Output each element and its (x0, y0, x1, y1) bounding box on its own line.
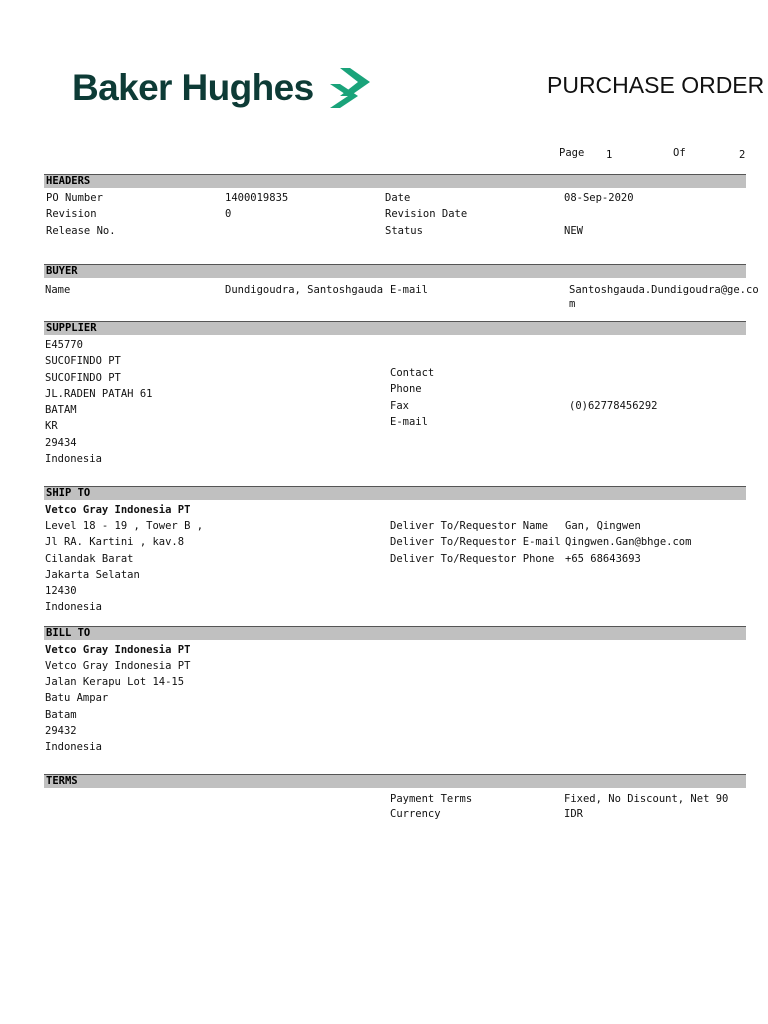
po-number-label: PO Number (46, 192, 103, 204)
section-title-supplier: SUPPLIER (46, 322, 97, 334)
buyer-name-label: Name (45, 284, 71, 296)
supplier-line: KR (45, 420, 58, 432)
ship-to-company: Vetco Gray Indonesia PT (45, 504, 191, 516)
ship-to-line: Cilandak Barat (45, 553, 134, 565)
buyer-email-value-line2: m (569, 298, 576, 310)
buyer-name-value: Dundigoudra, Santoshgauda (225, 284, 384, 296)
page-number: 1 (606, 149, 613, 161)
supplier-line: SUCOFINDO PT (45, 372, 121, 384)
date-label: Date (385, 192, 411, 204)
supplier-fax-label: Fax (390, 400, 409, 412)
supplier-line: E45770 (45, 339, 83, 351)
supplier-line: SUCOFINDO PT (45, 355, 121, 367)
of-label: Of (673, 147, 686, 159)
supplier-line: 29434 (45, 437, 77, 449)
page-label: Page (559, 147, 585, 159)
payment-terms-label: Payment Terms (390, 793, 473, 805)
ship-to-line: Level 18 - 19 , Tower B , (45, 520, 204, 532)
revision-date-label: Revision Date (385, 208, 468, 220)
section-title-ship-to: SHIP TO (46, 487, 91, 499)
deliver-to-name-value: Gan, Qingwen (565, 520, 641, 532)
bill-to-line: Batam (45, 709, 77, 721)
section-bar-buyer (44, 264, 746, 278)
bill-to-line: Vetco Gray Indonesia PT (45, 660, 191, 672)
release-no-label: Release No. (46, 225, 116, 237)
brand-name: Baker Hughes (72, 67, 314, 108)
deliver-to-name-label: Deliver To/Requestor Name (390, 520, 549, 532)
bill-to-line: Indonesia (45, 741, 102, 753)
supplier-line: JL.RADEN PATAH 61 (45, 388, 153, 400)
section-title-headers: HEADERS (46, 175, 91, 187)
baker-hughes-chevron-logo-icon (326, 64, 374, 112)
supplier-contact-label: Contact (390, 367, 435, 379)
supplier-email-label: E-mail (390, 416, 428, 428)
section-bar-supplier (44, 321, 746, 335)
ship-to-line: Jakarta Selatan (45, 569, 140, 581)
company-logo (72, 64, 374, 112)
ship-to-line: Jl RA. Kartini , kav.8 (45, 536, 185, 548)
supplier-fax-value: (0)62778456292 (569, 400, 658, 412)
bill-to-company: Vetco Gray Indonesia PT (45, 644, 191, 656)
section-title-bill-to: BILL TO (46, 627, 91, 639)
bill-to-line: 29432 (45, 725, 77, 737)
status-label: Status (385, 225, 423, 237)
deliver-to-email-value: Qingwen.Gan@bhge.com (565, 536, 692, 548)
supplier-phone-label: Phone (390, 383, 422, 395)
section-bar-terms (44, 774, 746, 788)
bill-to-line: Batu Ampar (45, 692, 109, 704)
currency-label: Currency (390, 808, 441, 820)
section-bar-headers (44, 174, 746, 188)
deliver-to-phone-value: +65 68643693 (565, 553, 641, 565)
buyer-email-value-line1: Santoshgauda.Dundigoudra@ge.co (569, 284, 759, 296)
deliver-to-email-label: Deliver To/Requestor E-mail (390, 536, 561, 548)
revision-value: 0 (225, 208, 232, 220)
status-value: NEW (564, 225, 583, 237)
po-number-value: 1400019835 (225, 192, 289, 204)
deliver-to-phone-label: Deliver To/Requestor Phone (390, 553, 555, 565)
total-pages: 2 (739, 149, 746, 161)
supplier-line: Indonesia (45, 453, 102, 465)
ship-to-line: 12430 (45, 585, 77, 597)
currency-value: IDR (564, 808, 583, 820)
payment-terms-value: Fixed, No Discount, Net 90 (564, 793, 729, 805)
buyer-email-label: E-mail (390, 284, 428, 296)
ship-to-line: Indonesia (45, 601, 102, 613)
section-title-terms: TERMS (46, 775, 78, 787)
date-value: 08-Sep-2020 (564, 192, 634, 204)
bill-to-line: Jalan Kerapu Lot 14-15 (45, 676, 185, 688)
supplier-line: BATAM (45, 404, 77, 416)
section-title-buyer: BUYER (46, 265, 78, 277)
section-bar-bill-to (44, 626, 746, 640)
document-title: PURCHASE ORDER (547, 72, 765, 98)
section-bar-ship-to (44, 486, 746, 500)
revision-label: Revision (46, 208, 97, 220)
